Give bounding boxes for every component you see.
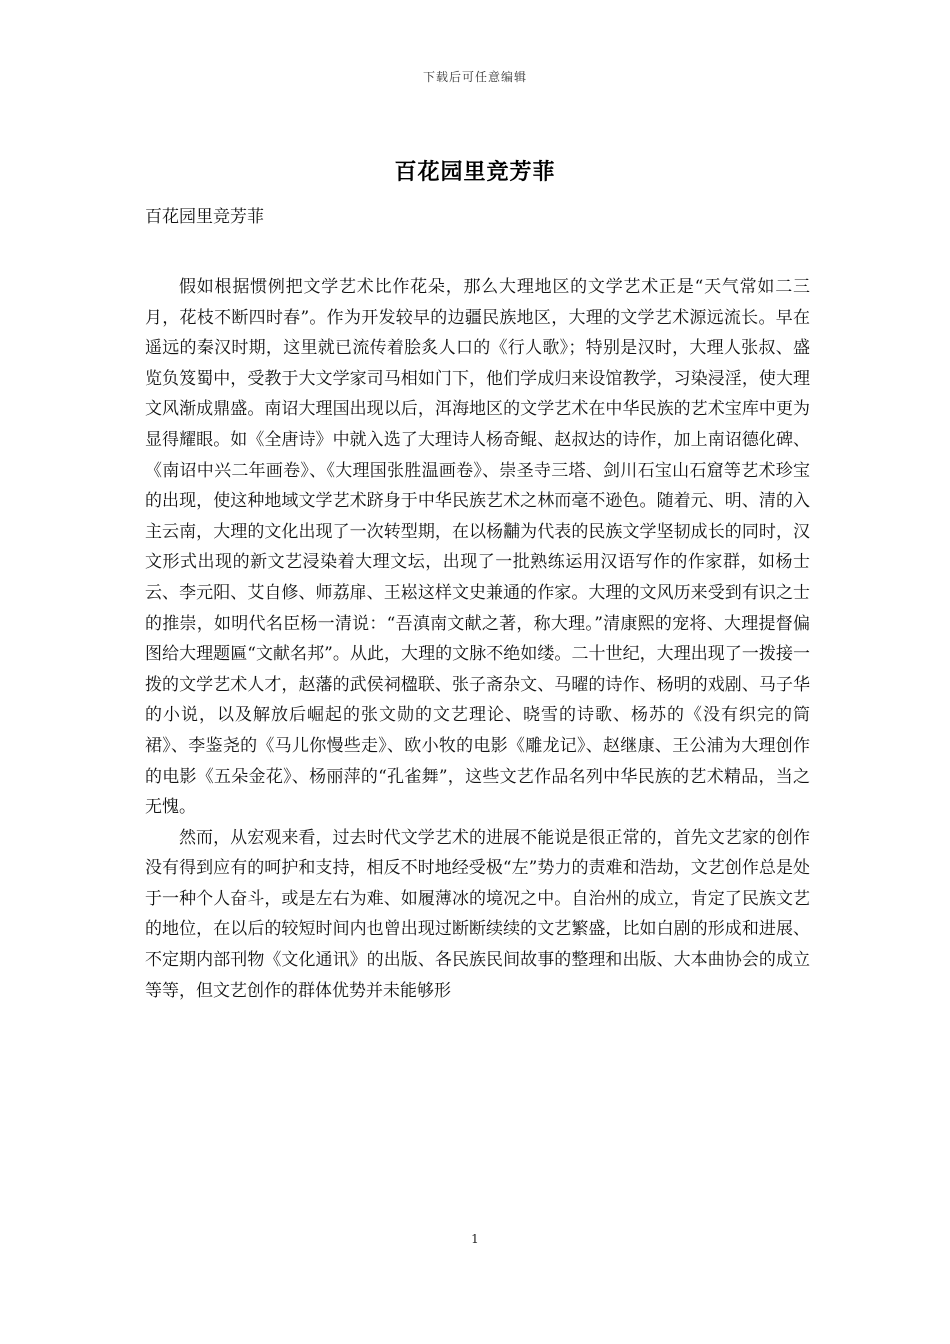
page-number: 1 (471, 1232, 479, 1246)
document-subtitle: 百花园里竞芳菲 (145, 207, 264, 227)
document-title: 百花园里竞芳菲 (394, 159, 556, 185)
header-note: 下载后可任意编辑 (422, 70, 527, 84)
paragraph-2: 然而，从宏观来看，过去时代文学艺术的进展不能说是很正常的，首先文艺家的创作没有得到应有的呵护和支持，相反不时地经受极“左”势力的责难和浩劫，文艺创作总是处于一种个人奋斗，或是左右为难、如履薄冰的境况之中。自治州的成立，肯定了民族文艺的地位，在以后的较短时间内也曾出现过断断续续的文艺繁盛，比如白剧的形成和进展、不定期内部刊物《文化通讯》的出版、各民族民间故事的整理和出版、大本曲协会的成立等等，但文艺创作的群体优势并未能够形 (145, 827, 810, 1001)
body-text (145, 272, 810, 1006)
paragraph-1: 假如根据惯例把文学艺术比作花朵，那么大理地区的文学艺术正是“天气常如二三月，花枝不断四时春”。作为开发较早的边疆民族地区，大理的文学艺术源远流长。早在遥远的秦汉时期，这里就已流传着脍炙人口的《行人歌》；特别是汉时，大理人张叔、盛览负笈蜀中，受教于大文学家司马相如门下，他们学成归来设馆教学，习染浸淫，使大理文风渐成鼎盛。南诏大理国出现以后，洱海地区的文学艺术在中华民族的艺术宝库中更为显得耀眼。如《全唐诗》中就入选了大理诗人杨奇鲲、赵叔达的诗作，加上南诏德化碑、《南诏中兴二年画卷》、《大理国张胜温画卷》、崇圣寺三塔、剑川石宝山石窟等艺术珍宝的出现，使这种地域文学艺术跻身于中华民族艺术之林而毫不逊色。随着元、明、清的入主云南，大理的文化出现了一次转型期，在以杨黼为代表的民族文学坚韧成长的同时，汉文形式出现的新文艺浸染着大理文坛，出现了一批熟练运用汉语写作的作家群，如杨士云、李元阳、艾自修、师荔扉、王崧这样文史兼通的作家。大理的文风历来受到有识之士的推崇，如明代名臣杨一清说：“吾滇南文献之著，称大理。”清康熙的宠将、大理提督偏图给大理题匾“文献名邦”。从此，大理的文脉不绝如缕。二十世纪，大理出现了一拨接一拨的文学艺术人才，赵藩的武侯祠楹联、张子斋杂文、马曜的诗作、杨明的戏剧、马子华的小说，以及解放后崛起的张文勋的文艺理论、晓雪的诗歌、杨苏的《没有织完的筒裙》、李鉴尧的《马儿你慢些走》、欧小牧的电影《雕龙记》、赵继康、王公浦为大理创作的电影《五朵金花》、杨丽萍的“孔雀舞”，这些文艺作品名列中华民族的艺术精品，当之无愧。 (145, 277, 810, 818)
